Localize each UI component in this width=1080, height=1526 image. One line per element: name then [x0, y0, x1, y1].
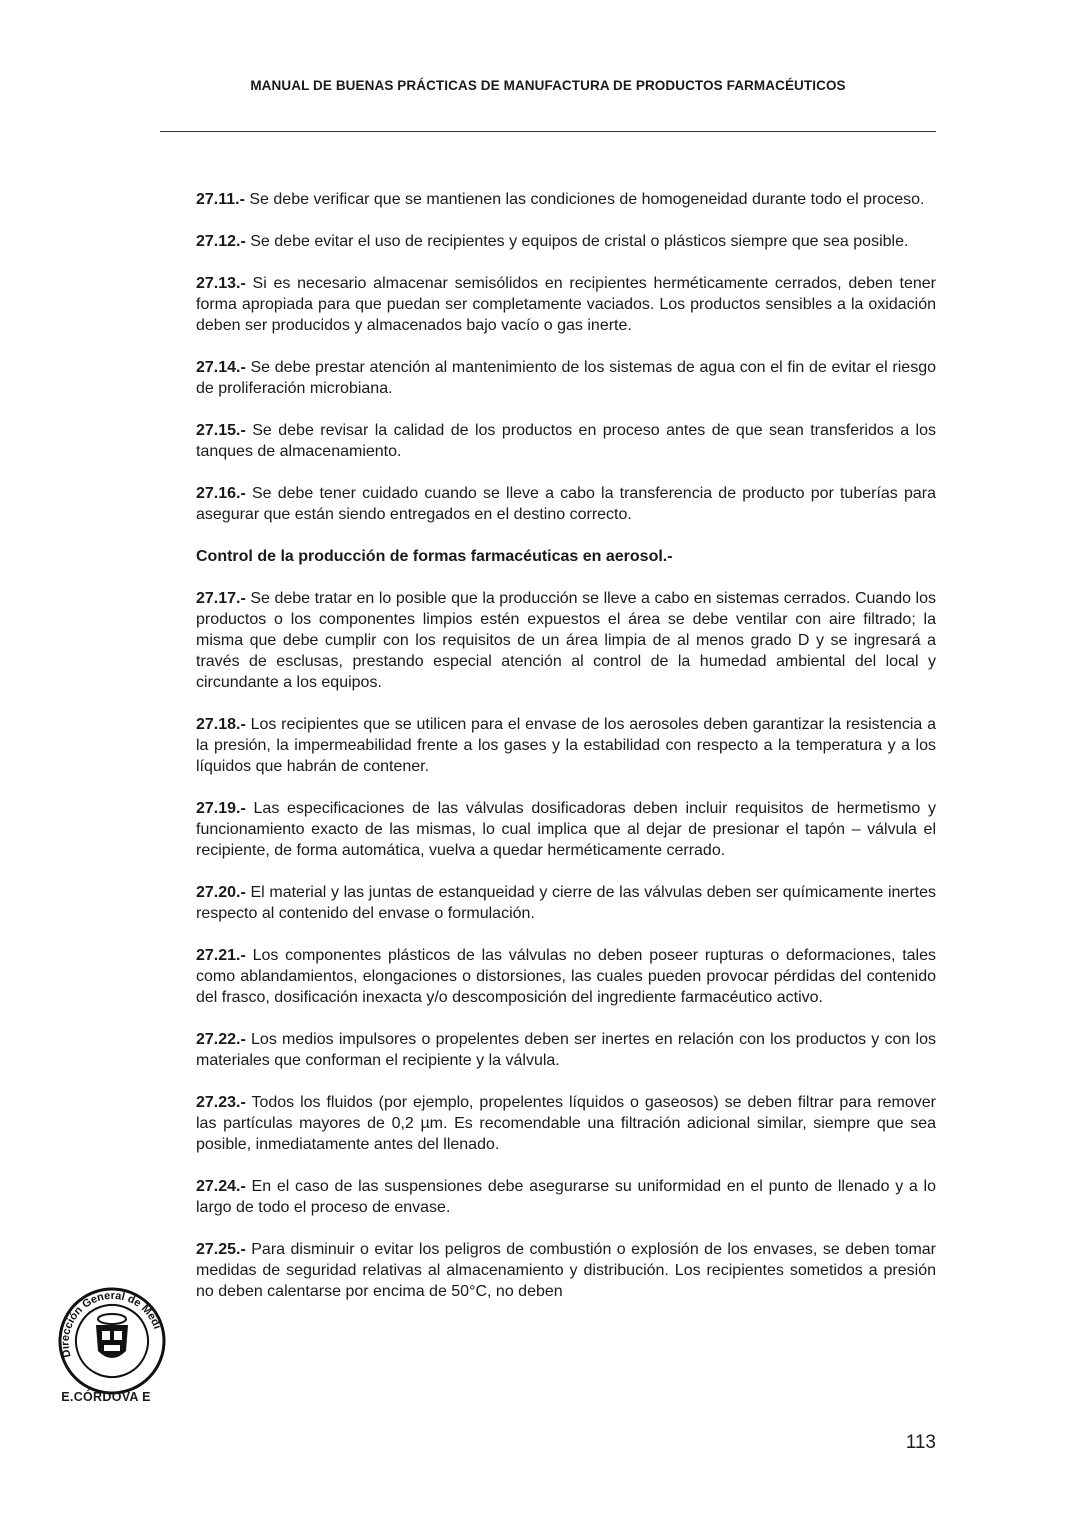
paragraph-text: Se debe tener cuidado cuando se lleve a cabo la transferencia de producto por tuberías para asegurar que están siendo entregados en el destino correcto.: [196, 485, 936, 523]
paragraph: [196, 420, 936, 462]
paragraph-number: 27.25.-: [196, 1241, 246, 1258]
paragraph: [196, 273, 936, 336]
paragraph-number: 27.20.-: [196, 884, 246, 901]
section-heading: Control de la producción de formas farmacéuticas en aerosol.-: [196, 548, 673, 565]
paragraph-number: 27.22.-: [196, 1031, 246, 1048]
paragraph-text: Se debe tratar en lo posible que la producción se lleve a cabo en sistemas cerrados. Cuando los productos o los componentes limpios estén expuestos el área se debe ventilar con aire filtrado; la misma que debe cumplir con los requisitos de un área limpia de al menos grado D y se ingresará a través de esclusas, prestando especial atención al control de la humedad ambiental del local y circundante a los equipos.: [196, 590, 936, 691]
paragraph-text: Los medios impulsores o propelentes deben ser inertes en relación con los productos y con los materiales que conforman el recipiente y la válvula.: [196, 1031, 936, 1069]
paragraph-text: Los componentes plásticos de las válvulas no deben poseer rupturas o deformaciones, tales como ablandamientos, elongaciones o distorsiones, las cuales pueden provocar pérdidas del contenido del frasco, dosificación inexacta y/o descomposición del ingrediente farmacéutico activo.: [196, 947, 936, 1006]
document-body: [196, 189, 936, 1323]
paragraph-number: 27.21.-: [196, 947, 246, 964]
paragraph: [196, 1176, 936, 1218]
paragraph-text: Se debe evitar el uso de recipientes y equipos de cristal o plásticos siempre que sea posible.: [245, 233, 909, 250]
paragraph: [196, 357, 936, 399]
paragraph: [196, 1239, 936, 1302]
coat-of-arms-icon: [96, 1314, 128, 1358]
paragraph-number: 27.15.-: [196, 422, 246, 439]
paragraph: [196, 798, 936, 861]
paragraph-text: Si es necesario almacenar semisólidos en recipientes herméticamente cerrados, deben tener forma apropiada para que puedan ser completamente vaciados. Los productos sensibles a la oxidación deben ser producidos y almacenados bajo vacío o gas inerte.: [196, 275, 936, 334]
paragraph: [196, 588, 936, 693]
paragraph-number: 27.18.-: [196, 716, 246, 733]
paragraph: [196, 714, 936, 777]
header-rule: [160, 131, 936, 132]
paragraph-text: Se debe prestar atención al mantenimiento de los sistemas de agua con el fin de evitar el riesgo de proliferación microbiana.: [196, 359, 936, 397]
paragraph-number: 27.16.-: [196, 485, 246, 502]
paragraph: [196, 882, 936, 924]
paragraph-text: En el caso de las suspensiones debe asegurarse su uniformidad en el punto de llenado y a lo largo de todo el proceso de envase.: [196, 1178, 936, 1216]
paragraph-number: 27.17.-: [196, 590, 246, 607]
seal-ring-text: Dirección General de Medicamentos: [59, 1289, 164, 1359]
paragraph-number: 27.14.-: [196, 359, 246, 376]
seal-signature-caption: E.CÓRDOVA E: [61, 1390, 151, 1404]
paragraph-number: 27.23.-: [196, 1094, 246, 1111]
paragraph-text: Los recipientes que se utilicen para el envase de los aerosoles deben garantizar la resistencia a la presión, la impermeabilidad frente a los gases y la estabilidad con respecto a la temperatura y a los líquidos que habrán de contener.: [196, 716, 936, 775]
official-seal-stamp: [50, 1285, 175, 1397]
paragraph-number: 27.13.-: [196, 275, 246, 292]
paragraph-text: El material y las juntas de estanqueidad y cierre de las válvulas deben ser químicamente inertes respecto al contenido del envase o formulación.: [196, 884, 936, 922]
paragraph: [196, 189, 936, 210]
paragraph-number: 27.12.-: [196, 233, 246, 250]
paragraph: [196, 483, 936, 525]
paragraph-number: 27.24.-: [196, 1178, 246, 1195]
paragraph-text: Todos los fluidos (por ejemplo, propelentes líquidos o gaseosos) se deben filtrar para remover las partículas mayores de 0,2 µm. Es recomendable una filtración adicional similar, siempre que sea posible, inmediatamente antes del llenado.: [196, 1094, 936, 1153]
paragraph: [196, 945, 936, 1008]
running-header: MANUAL DE BUENAS PRÁCTICAS DE MANUFACTURA DE PRODUCTOS FARMACÉUTICOS: [250, 78, 846, 93]
paragraph: [196, 1029, 936, 1071]
paragraph-text: Se debe revisar la calidad de los productos en proceso antes de que sean transferidos a los tanques de almacenamiento.: [196, 422, 936, 460]
page-number: 113: [905, 1432, 936, 1453]
paragraph-number: 27.11.-: [196, 191, 245, 208]
paragraph-number: 27.19.-: [196, 800, 246, 817]
paragraph: [196, 1092, 936, 1155]
paragraph: [196, 231, 936, 252]
paragraph-text: Las especificaciones de las válvulas dosificadoras deben incluir requisitos de hermetismo y funcionamiento exacto de las mismas, lo cual implica que al dejar de presionar el tapón – válvula el recipiente, de forma automática, vuelva a quedar herméticamente cerrado.: [196, 800, 936, 859]
paragraph-text: Se debe verificar que se mantienen las condiciones de homogeneidad durante todo el proceso.: [244, 191, 925, 208]
paragraph-text: Para disminuir o evitar los peligros de combustión o explosión de los envases, se deben tomar medidas de seguridad relativas al almacenamiento y distribución. Los recipientes sometidos a presión no deben calentarse por encima de 50°C, no deben: [196, 1241, 936, 1300]
